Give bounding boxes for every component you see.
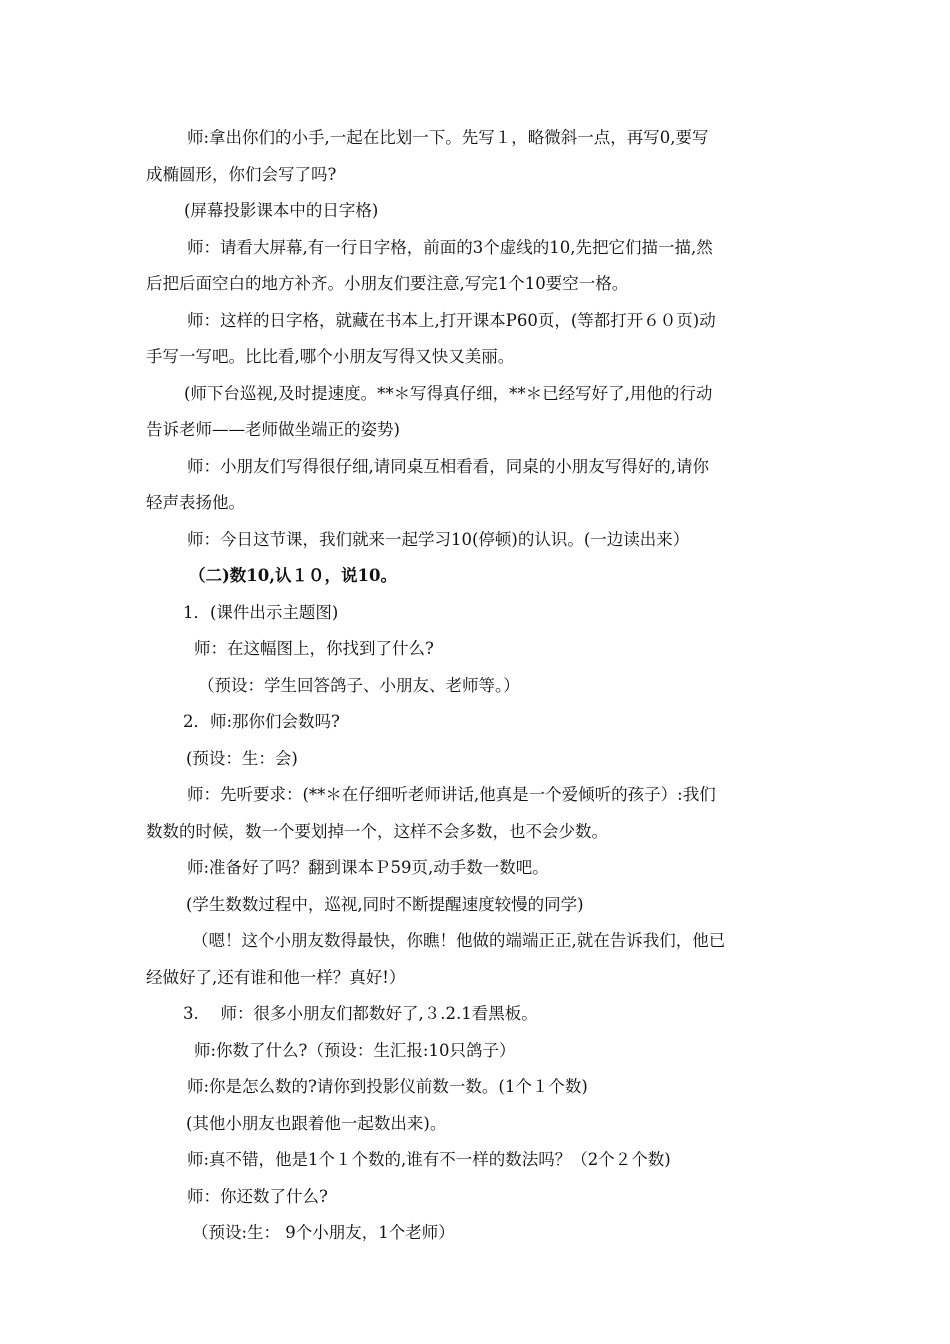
paragraph-15: 师:准备好了吗？翻到课本Ｐ59页,动手数一数吧。: [187, 858, 549, 877]
paragraph-4-line-1: 师：这样的日字格，就藏在书本上,打开课本P60页，(等都打开６０页)动: [187, 310, 716, 330]
paragraph-3-line-1: 师：请看大屏幕,有一行日字格，前面的3个虚线的10,先把它们描一描,然: [187, 237, 713, 257]
paragraph-5-line-1: (师下台巡视,及时提速度。**＊写得真仔细，**＊已经写好了,用他的行动: [184, 383, 713, 403]
paragraph-7: 师：今日这节课，我们就来一起学习10(停顿)的认识。(一边读出来）: [187, 529, 690, 549]
paragraph-14-line-1: 师：先听要求：(**＊在仔细听老师讲话,他真是一个爱倾听的孩子）:我们: [187, 785, 716, 804]
paragraph-20: 师:你是怎么数的?请你到投影仪前数一数。(1个１个数): [187, 1077, 588, 1096]
paragraph-17-line-2: 经做好了,还有谁和他一样？真好!）: [146, 967, 406, 987]
paragraph-24: （预设:生： 9个小朋友，1个老师）: [192, 1223, 455, 1242]
paragraph-13: (预设：生：会): [186, 748, 298, 768]
paragraph-2: (屏幕投影课本中的日字格): [184, 201, 379, 220]
paragraph-21: (其他小朋友也跟着他一起数出来)。: [186, 1113, 447, 1133]
paragraph-6-line-2: 轻声表扬他。: [146, 493, 245, 512]
paragraph-14-line-2: 数数的时候，数一个要划掉一个，这样不会多数，也不会少数。: [146, 821, 608, 841]
paragraph-16: (学生数数过程中，巡视,同时不断提醒速度较慢的同学): [186, 894, 584, 914]
paragraph-9: 1．(课件出示主题图): [183, 602, 339, 622]
paragraph-4-line-2: 手写一写吧。比比看,哪个小朋友写得又快又美丽。: [146, 347, 515, 366]
paragraph-17-line-1: （嗯！这个小朋友数得最快，你瞧！他做的端端正正,就在告诉我们，他已: [192, 931, 726, 950]
lesson-plan-text: [146, 120, 818, 1252]
paragraph-19: 师:你数了什么?（预设：生汇报:10只鸽子）: [194, 1040, 516, 1060]
paragraph-1-line-2: 成椭圆形，你们会写了吗?: [146, 164, 337, 184]
section-heading: （二)数10,认１０，说10。: [189, 566, 397, 585]
paragraph-6-line-1: 师：小朋友们写得很仔细,请同桌互相看看，同桌的小朋友写得好的,请你: [187, 456, 709, 476]
paragraph-12: 2．师:那你们会数吗?: [183, 712, 340, 731]
paragraph-23: 师：你还数了什么?: [187, 1186, 328, 1206]
paragraph-5-line-2: 告诉老师——老师做坐端正的姿势): [146, 420, 400, 439]
paragraph-1-line-1: 师:拿出你们的小手,一起在比划一下。先写１，略微斜一点，再写0,要写: [187, 128, 709, 147]
paragraph-18: 3. 师：很多小朋友们都数好了,３.2.1看黑板。: [183, 1004, 538, 1023]
paragraph-22: 师:真不错，他是1个１个数的,谁有不一样的数法吗？（2个２个数): [187, 1150, 671, 1169]
paragraph-10: 师：在这幅图上，你找到了什么?: [194, 639, 434, 658]
paragraph-3-line-2: 后把后面空白的地方补齐。小朋友们要注意,写完1个10要空一格。: [146, 274, 629, 293]
paragraph-11: （预设：学生回答鸽子、小朋友、老师等。）: [198, 675, 520, 695]
